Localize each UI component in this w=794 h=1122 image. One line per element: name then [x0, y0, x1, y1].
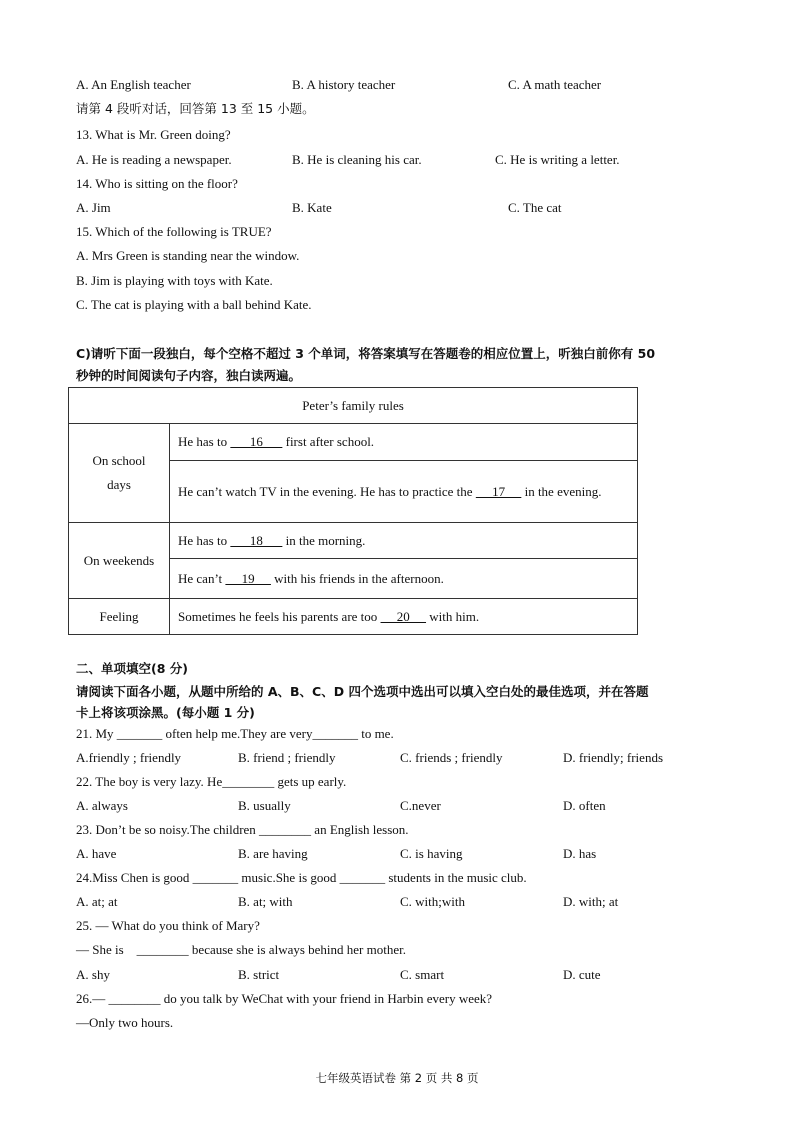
- q23-option-b: B. are having: [238, 846, 308, 861]
- rule-17-post: in the evening.: [521, 483, 602, 499]
- q24-option-d: D. with; at: [563, 894, 619, 909]
- q22-option-c: C.never: [400, 798, 441, 813]
- blank-18: 18: [230, 532, 283, 548]
- rule-16-post: first after school.: [282, 434, 375, 449]
- page-footer: 七年级英语试卷 第 2 页 共 8 页: [315, 1071, 479, 1085]
- q25-option-b: B. strict: [238, 967, 280, 982]
- q15-option-a: A. Mrs Green is standing near the window.: [76, 248, 300, 263]
- q13-stem: 13. What is Mr. Green doing?: [76, 127, 231, 142]
- q25-line2: — She is ________ because she is always behind her mother.: [76, 942, 406, 957]
- q14-option-b: B. Kate: [292, 200, 332, 215]
- blank-16: 16: [230, 434, 283, 449]
- q12-option-a: A. An English teacher: [76, 77, 191, 92]
- rule-18-post: in the morning.: [282, 532, 366, 548]
- rule-19: [170, 559, 638, 599]
- q21-option-a: A.friendly ; friendly: [76, 750, 182, 765]
- dialog4-instruction: 请第 4 段听对话，回答第 13 至 15 小题。: [76, 101, 315, 116]
- rule-19-pre: He can’t: [178, 570, 226, 586]
- rule-17: [170, 461, 638, 523]
- school-days-text: On school days: [92, 453, 146, 492]
- rule-18-pre: He has to: [178, 532, 231, 548]
- rule-16: [170, 424, 638, 461]
- q24-option-a: A. at; at: [76, 894, 118, 909]
- rule-19-post: with his friends in the afternoon.: [270, 570, 444, 586]
- q24-option-b: B. at; with: [238, 894, 293, 909]
- q21-option-c: C. friends ; friendly: [400, 750, 503, 765]
- q25-option-c: C. smart: [400, 967, 445, 982]
- q23-option-a: A. have: [76, 846, 117, 861]
- q23-option-c: C. is having: [400, 846, 463, 861]
- q14-option-c: C. The cat: [508, 200, 562, 215]
- section-c-instruction-line1: C)请听下面一段独白，每个空格不超过 3 个单词，将答案填写在答题卷的相应位置上，听独白前你有 50: [76, 346, 656, 361]
- q26-stem: 26.— ________ do you talk by WeChat with your friend in Harbin every week?: [76, 991, 493, 1006]
- q24-stem: 24.Miss Chen is good _______ music.She is good _______ students in the music club.: [76, 870, 527, 885]
- q22-stem: 22. The boy is very lazy. He________ gets up early.: [76, 774, 347, 789]
- q12-option-b: B. A history teacher: [292, 77, 396, 92]
- q15-option-c: C. The cat is playing with a ball behind Kate.: [76, 297, 312, 312]
- q14-option-a: A. Jim: [76, 200, 111, 215]
- q22-option-b: B. usually: [238, 798, 291, 813]
- rule-20: [170, 599, 638, 635]
- feeling-label: Feeling: [69, 599, 170, 635]
- q13-option-b: B. He is cleaning his car.: [292, 152, 422, 167]
- q12-option-c: C. A math teacher: [508, 77, 602, 92]
- section-2-instruction-line1: 请阅读下面各小题，从题中所给的 A、B、C、D 四个选项中选出可以填入空白处的最佳选项，并在答题: [76, 684, 649, 699]
- blank-20: 20: [380, 608, 427, 624]
- q25-option-a: A. shy: [76, 967, 110, 982]
- q22-option-d: D. often: [563, 798, 606, 813]
- section-2-instruction-line2: 卡上将该项涂黑。(每小题 1 分): [76, 705, 255, 720]
- rule-17-pre: He can’t watch TV in the evening. He has to practice the: [178, 483, 476, 499]
- q23-stem: 23. Don’t be so noisy.The children ________ an English lesson.: [76, 822, 409, 837]
- section-c-instruction-line2: 秒钟的时间阅读句子内容，独白读两遍。: [76, 368, 302, 383]
- q23-option-d: D. has: [563, 846, 597, 861]
- q13-option-c: C. He is writing a letter.: [495, 152, 620, 167]
- blank-19: 19: [225, 570, 271, 586]
- q15-option-b: B. Jim is playing with toys with Kate.: [76, 273, 273, 288]
- q21-option-b: B. friend ; friendly: [238, 750, 336, 765]
- q13-option-a: A. He is reading a newspaper.: [76, 152, 232, 167]
- rule-20-pre: Sometimes he feels his parents are too: [178, 608, 381, 624]
- q25-stem: 25. — What do you think of Mary?: [76, 918, 260, 933]
- rule-16-pre: He has to: [178, 434, 231, 449]
- school-days-label: [69, 424, 170, 523]
- blank-17: 17: [475, 483, 522, 499]
- weekends-label: On weekends: [69, 523, 170, 599]
- table-title: Peter’s family rules: [69, 388, 638, 424]
- q22-option-a: A. always: [76, 798, 128, 813]
- section-2-heading: 二、单项填空(8 分): [76, 661, 188, 676]
- q24-option-c: C. with;with: [400, 894, 466, 909]
- q21-option-d: D. friendly; friends: [563, 750, 664, 765]
- rule-18: [170, 523, 638, 559]
- q15-stem: 15. Which of the following is TRUE?: [76, 224, 272, 239]
- q25-option-d: D. cute: [563, 967, 601, 982]
- q21-stem: 21. My _______ often help me.They are very_______ to me.: [76, 726, 394, 741]
- q14-stem: 14. Who is sitting on the floor?: [76, 176, 238, 191]
- family-rules-table: [68, 387, 638, 635]
- rule-20-post: with him.: [426, 608, 480, 624]
- q26-line2: —Only two hours.: [76, 1015, 174, 1030]
